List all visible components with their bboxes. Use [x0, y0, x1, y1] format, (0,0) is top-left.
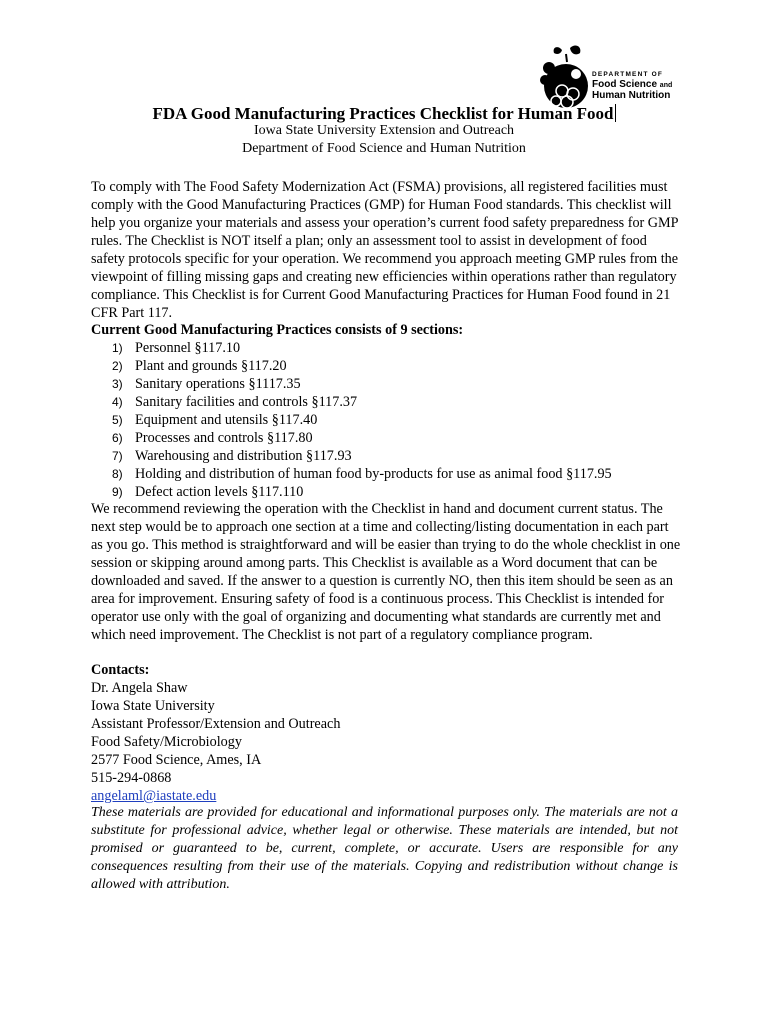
department-logo	[540, 44, 680, 112]
section-item	[112, 393, 692, 411]
sections-list	[112, 339, 692, 501]
document-title	[0, 104, 768, 124]
section-text: Plant and grounds §117.20	[135, 358, 287, 374]
section-text: Equipment and utensils §117.40	[135, 412, 318, 428]
contact-phone: 515-294-0868	[91, 770, 172, 786]
contact-block	[91, 679, 340, 805]
contact-area: Food Safety/Microbiology	[91, 734, 242, 750]
subtitle-university: Iowa State University Extension and Outreach	[253, 123, 515, 138]
section-number: 3)	[112, 377, 123, 391]
section-text: Sanitary operations §1117.35	[135, 376, 301, 392]
section-item	[112, 411, 692, 429]
section-item	[112, 465, 692, 483]
section-number: 6)	[112, 431, 123, 445]
section-text: Holding and distribution of human food by-products for use as animal food §117.95	[135, 466, 612, 482]
disclaimer-paragraph: These materials are provided for educational and informational purposes only. The materials are not a substitute for professional advice, whether legal or otherwise. These materials are intended, but not promised or guaranteed to be, current, complete, or accurate. Users are responsible for any consequences resulting from their use of the materials. Copying and redistribution without change is allowed with attribution.	[91, 805, 678, 892]
section-item	[112, 447, 692, 465]
logo-line-1	[592, 80, 672, 90]
contact-name: Dr. Angela Shaw	[91, 680, 188, 696]
sections-heading: Current Good Manufacturing Practices consists of 9 sections:	[91, 322, 464, 338]
section-item	[112, 429, 692, 447]
section-number: 7)	[112, 449, 123, 463]
section-item	[112, 483, 692, 501]
section-item	[112, 357, 692, 375]
section-text: Warehousing and distribution §117.93	[135, 448, 352, 464]
document-title-text: FDA Good Manufacturing Practices Checklist for Human Food	[152, 104, 614, 123]
apple-leaf-icon	[540, 44, 596, 112]
contacts-heading: Contacts:	[91, 662, 150, 678]
logo-line-2: Human Nutrition	[592, 89, 671, 101]
section-text: Defect action levels §117.110	[135, 484, 304, 500]
contact-university: Iowa State University	[91, 698, 215, 714]
section-number: 1)	[112, 341, 123, 355]
subtitle-department: Department of Food Science and Human Nutrition	[242, 141, 526, 156]
section-text: Sanitary facilities and controls §117.37	[135, 394, 358, 410]
section-item	[112, 339, 692, 357]
section-text: Processes and controls §117.80	[135, 430, 313, 446]
contact-address: 2577 Food Science, Ames, IA	[91, 752, 262, 768]
contact-email-link[interactable]: angelaml@iastate.edu	[91, 788, 217, 804]
contact-role: Assistant Professor/Extension and Outreach	[91, 716, 341, 732]
logo-food-science: Food Science	[592, 78, 658, 90]
section-number: 2)	[112, 359, 123, 373]
section-number: 9)	[112, 485, 123, 499]
section-text: Personnel §117.10	[135, 340, 241, 356]
section-number: 5)	[112, 413, 123, 427]
section-number: 4)	[112, 395, 123, 409]
section-number: 8)	[112, 467, 123, 481]
section-item	[112, 375, 692, 393]
recommendation-paragraph: We recommend reviewing the operation with the Checklist in hand and document current status. The next step would be to approach one section at a time and collecting/listing documentation in each part as you go. This method is straightforward and will be easier than trying to do the whole checklist in one session or skipping around among parts. This Checklist is available as a Word document that can be downloaded and saved. If the answer to a question is currently NO, then this item should be seen as an area for improvement. Ensuring safety of food is a continuous process. This Checklist is intended for operator use only with the goal of organizing and documenting what standards are currently met and which need improvement. The Checklist is not part of a regulatory compliance program.	[91, 501, 681, 643]
logo-dept-label: DEPARTMENT OF	[592, 71, 664, 78]
text-cursor	[615, 104, 616, 122]
logo-and: and	[659, 81, 673, 89]
intro-paragraph: To comply with The Food Safety Modernization Act (FSMA) provisions, all registered facilities must comply with the Good Manufacturing Practices (GMP) for Human Food standards. This checklist will help you organize your materials and assess your operation’s current food safety preparedness for GMP rules. The Checklist is NOT itself a plan; only an assessment tool to assist in development of food safety protocols specific for your operation. We recommend you approach meeting GMP rules from the viewpoint of filling missing gaps and creating new efficiencies within operations rather than regulatory compliance. This Checklist is for Current Good Manufacturing Practices for Human Food found in 21 CFR Part 117.	[91, 179, 679, 321]
